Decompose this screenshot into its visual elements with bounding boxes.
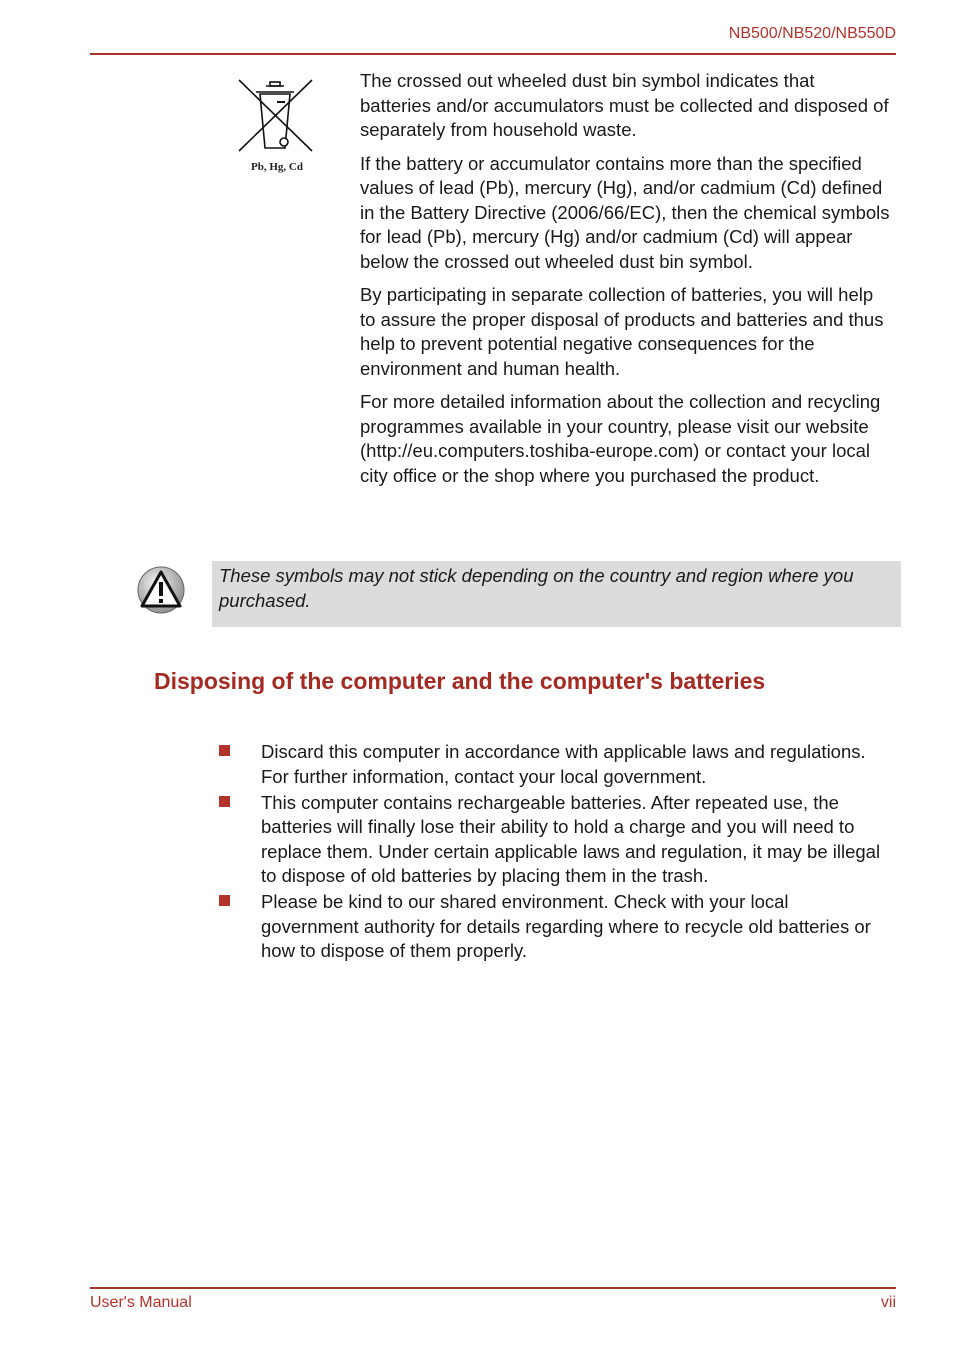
list-item <box>218 791 890 889</box>
list-item-text: Discard this computer in accordance with applicable laws and regulations. For further information, contact your local government. <box>261 741 866 787</box>
caution-icon <box>135 565 187 615</box>
list-item <box>218 740 890 789</box>
list-item-text: This computer contains rechargeable batteries. After repeated use, the batteries will finally lose their ability to hold a charge and you will need to replace them. Under certain applicable laws and regulation, it may be illegal to dispose of old batteries by placing them in the trash. <box>261 791 881 886</box>
footer-rule <box>90 1287 896 1289</box>
square-bullet-icon <box>219 796 230 807</box>
caution-note-box <box>212 561 901 627</box>
square-bullet-icon <box>219 745 230 756</box>
paragraph-participation: By participating in separate collection of batteries, you will help to assure the proper disposal of products and batteries and thus help to prevent potential negative consequences for the environment and human health. <box>360 284 884 379</box>
header-rule <box>90 53 896 55</box>
paragraph-symbol-meaning: The crossed out wheeled dust bin symbol indicates that batteries and/or accumulators must be collected and disposed of separately from household waste. <box>360 70 889 140</box>
square-bullet-icon <box>219 895 230 906</box>
list-item <box>218 890 890 964</box>
paragraph-more-information: For more detailed information about the collection and recycling programmes available in your country, please visit our website (http://eu.computers.toshiba-europe.com) or contact your local city office or the shop where you purchased the product. <box>360 391 881 486</box>
footer-manual-title: User's Manual <box>90 1294 192 1311</box>
list-item-text: Please be kind to our shared environment. Check with your local government authority for details regarding where to recycle old batteries or how to dispose of them properly. <box>261 891 871 961</box>
running-header-title: NB500/NB520/NB550D <box>728 25 896 42</box>
body-column <box>360 69 890 497</box>
caution-note-text: These symbols may not stick depending on the country and region where you purchased. <box>219 565 854 611</box>
disposal-bullet-list <box>218 740 890 965</box>
section-heading: Disposing of the computer and the computer's batteries <box>154 668 766 694</box>
footer-page-number: vii <box>880 1294 896 1311</box>
paragraph-chemical-symbols: If the battery or accumulator contains more than the specified values of lead (Pb), mercury (Hg), and/or cadmium (Cd) defined in the Battery Directive (2006/66/EC), then the chemical symbols for lead (Pb), mercury (Hg) and/or cadmium (Cd) will appear below the crossed out wheeled dust bin symbol. <box>360 152 890 272</box>
bin-symbol-caption: Pb, Hg, Cd <box>251 161 303 173</box>
